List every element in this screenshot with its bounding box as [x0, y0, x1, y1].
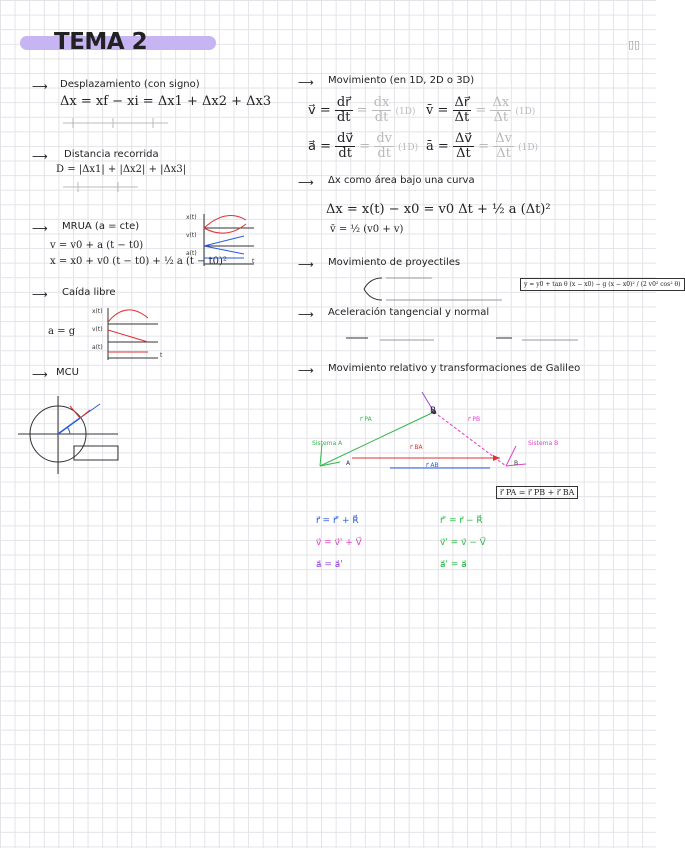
velocity-denominator: dt	[336, 110, 351, 125]
bookmark-icon: ▯▯	[628, 38, 641, 51]
transform-r-inverse: r⃗' = r⃗ − R⃗	[440, 516, 483, 526]
area-eq-displacement: Δx = x(t) − x0 = v0 Δt + ½ a (Δt)²	[326, 202, 551, 217]
mean-velocity-denominator: Δt	[454, 110, 470, 125]
caida-heading: Caída libre	[62, 287, 116, 298]
tag-1d: (1D)	[518, 143, 539, 153]
caida-axis-t: t	[160, 352, 163, 359]
velocity-numerator: dr⃗	[336, 95, 351, 110]
mrua-heading: MRUA (a = cte)	[62, 221, 140, 232]
desplazamiento-heading: Desplazamiento (con signo)	[60, 79, 200, 90]
arrow-icon: ⟶	[32, 288, 48, 301]
arrow-icon: ⟶	[32, 80, 48, 93]
sistema-a-label: Sistema A	[312, 440, 343, 447]
page-title: TEMA 2	[54, 29, 148, 55]
rpb-label: r⃗ PB	[468, 416, 481, 423]
desplazamiento-formula: Δx = xf − xi = Δx1 + Δx2 + Δx3	[60, 94, 272, 109]
mean-acceleration-1d-numerator: Δv	[495, 131, 512, 146]
mrua-axis-x: x(t)	[186, 214, 197, 221]
caida-axis-a: a(t)	[92, 344, 103, 351]
displacement-sketch	[58, 112, 178, 134]
relative-position-eq: r⃗ PA = r⃗ PB + r⃗ BA	[500, 488, 575, 497]
caida-eq: a = g	[48, 326, 76, 337]
mrua-axis-t: t	[252, 258, 255, 265]
acceleration-denominator: dt	[338, 146, 352, 161]
distance-sketch	[58, 178, 208, 196]
tag-1d: (1D)	[398, 143, 419, 153]
mean-velocity-definition: v̄ = $\frac{\Delta r⃗}{\Delta t}$ = $\frac{\Delta x}{\Delta t}$ (1D)	[426, 95, 536, 125]
mean-velocity-numerator: Δr⃗	[454, 95, 470, 110]
point-p-label: P	[430, 406, 436, 416]
transform-a: a⃗ = a⃗'	[316, 560, 343, 570]
transform-r: r⃗ = r⃗' + R⃗	[316, 516, 359, 526]
mean-velocity-1d-denominator: Δt	[493, 110, 509, 125]
acceleration-1d-denominator: dt	[377, 146, 391, 161]
proyectiles-scheme	[322, 272, 512, 306]
rpa-label: r⃗ PA	[360, 416, 372, 423]
velocity-symbol: v⃗	[308, 103, 316, 118]
distancia-heading: Distancia recorrida	[64, 149, 159, 160]
velocity-1d-numerator: dx	[373, 95, 390, 110]
sistema-b-label: Sistema B	[528, 440, 559, 447]
acceleration-symbol: a⃗	[308, 139, 316, 154]
mean-velocity-1d-numerator: Δx	[492, 95, 510, 110]
trajectory-formula: y = y0 + tan θ (x − x0) − g (x − x0)² / (2 v0² cos² θ)	[524, 281, 681, 288]
transform-v-inverse: v⃗' = v⃗ − V⃗	[440, 538, 486, 548]
relative-position-box	[496, 486, 578, 499]
mcu-heading: MCU	[56, 367, 79, 378]
mean-acceleration-numerator: Δv⃗	[454, 131, 473, 146]
caida-axis-x: x(t)	[92, 308, 103, 315]
arrow-icon: ⟶	[298, 364, 314, 377]
caida-graphs	[92, 304, 166, 364]
mrua-eq-position: x = x0 + v0 (t − t0) + ½ a (t − t0)²	[50, 256, 227, 267]
mean-acceleration-1d-denominator: Δt	[496, 146, 511, 161]
movimiento-heading: Movimiento (en 1D, 2D o 3D)	[328, 75, 475, 86]
arrow-icon: ⟶	[298, 258, 314, 271]
velocity-definition: v⃗ = $\frac{dr⃗}{dt}$ = $\frac{dx}{dt}$ (1D)	[308, 95, 416, 125]
tag-1d: (1D)	[395, 107, 416, 117]
mrua-axis-a: a(t)	[186, 250, 197, 257]
transform-v: v⃗ = v⃗' + V⃗	[316, 538, 362, 548]
arrow-icon: ⟶	[298, 176, 314, 189]
area-eq-mean-velocity: v̄ = ½ (v0 + v)	[330, 224, 404, 235]
arrow-icon: ⟶	[298, 308, 314, 321]
arrow-icon: ⟶	[32, 150, 48, 163]
mean-acceleration-symbol: ā	[426, 139, 434, 154]
origin-b-label: B	[514, 460, 519, 467]
mrua-axis-v: v(t)	[186, 232, 197, 239]
arrow-icon: ⟶	[32, 222, 48, 235]
mean-acceleration-definition: ā = $\frac{\Delta v⃗}{\Delta t}$ = $\frac{\Delta v}{\Delta t}$ (1D)	[426, 131, 539, 161]
trajectory-formula-box	[520, 278, 685, 291]
aceleracion-heading: Aceleración tangencial y normal	[328, 307, 490, 318]
transform-a-inverse: a⃗' = a⃗	[440, 560, 467, 570]
mrua-eq-velocity: v = v0 + a (t − t0)	[50, 240, 144, 251]
distancia-formula: D = |Δx1| + |Δx2| + |Δx3|	[56, 164, 187, 175]
velocity-1d-denominator: dt	[374, 110, 389, 125]
acceleration-numerator: dv⃗	[337, 131, 354, 146]
caida-axis-v: v(t)	[92, 326, 103, 333]
area-heading: Δx como área bajo una curva	[328, 175, 475, 186]
mrua-graphs	[186, 210, 260, 270]
acceleration-1d-numerator: dv	[376, 131, 393, 146]
mean-velocity-symbol: v̄	[426, 103, 434, 118]
mcu-circle-diagram	[14, 394, 130, 476]
arrow-icon: ⟶	[298, 76, 314, 89]
rab-label: r⃗ AB	[426, 462, 439, 469]
rba-label: r⃗ BA	[410, 444, 423, 451]
acceleration-definition: a⃗ = $\frac{dv⃗}{dt}$ = $\frac{dv}{dt}$ (1D)	[308, 131, 419, 161]
aceleracion-formulas	[324, 324, 604, 352]
relativo-heading: Movimiento relativo y transformaciones de Galileo	[328, 363, 581, 374]
arrow-icon: ⟶	[32, 368, 48, 381]
origin-a-label: A	[346, 460, 351, 467]
mean-acceleration-denominator: Δt	[456, 146, 471, 161]
tag-1d: (1D)	[515, 107, 536, 117]
proyectiles-heading: Movimiento de proyectiles	[328, 257, 461, 268]
